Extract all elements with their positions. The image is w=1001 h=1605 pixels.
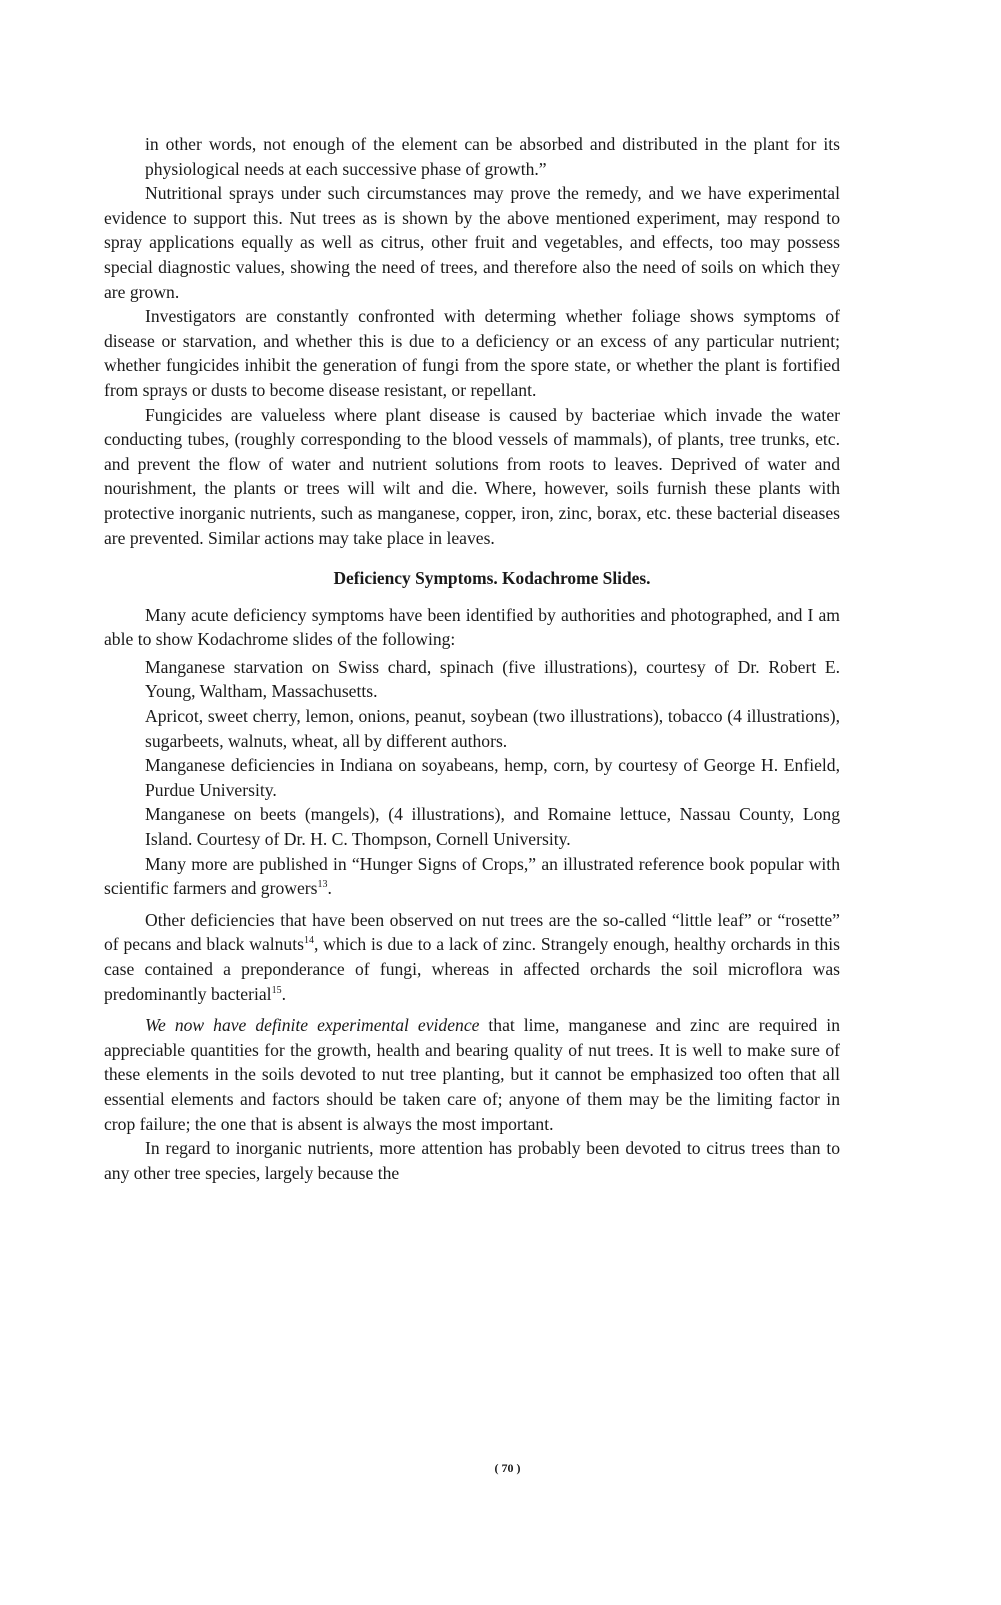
- paragraph-hunger-signs: [104, 852, 840, 901]
- slide-list-item: Manganese deficiencies in Indiana on soyabeans, hemp, corn, by courtesy of George H. Enfield, Purdue University.: [145, 755, 840, 800]
- footnote-ref-14: 14: [303, 935, 314, 947]
- other-deficiencies-text-a: Other deficiencies that have been observed on nut trees are the so-called “little leaf” or “rosette” of pecans and black walnuts: [104, 909, 840, 955]
- hunger-signs-text: Many more are published in “Hunger Signs of Crops,” an illustrated reference book popular with scientific farmers and growers: [104, 853, 840, 899]
- punctuation: .: [281, 983, 286, 1004]
- section-heading: Deficiency Symptoms. Kodachrome Slides.: [333, 568, 651, 589]
- evidence-text: that lime, manganese and zinc are required in appreciable quantities for the growth, health and bearing quality of nut trees. It is well to make sure of these elements in the soils devoted to nut tree planting, but it cannot be emphasized too often that all essential elements and factors should be taken care of; anyone of them may be the limiting factor in crop failure; the one that is absent is always the most important.: [104, 1015, 840, 1134]
- paragraph-nutritional-sprays: Nutritional sprays under such circumstances may prove the remedy, and we have experimental evidence to support this. Nut trees as is shown by the above mentioned experiment, may respond to spray applications equally as well as citrus, other fruit and vegetables, and effects, too may possess special diagnostic values, showing the need of trees, and therefore also the need of soils on which they are grown.: [104, 183, 840, 302]
- punctuation: .: [327, 878, 332, 899]
- slide-list-item: Apricot, sweet cherry, lemon, onions, peanut, soybean (two illustrations), tobacco (4 illustrations), sugarbeets, walnuts, wheat, all by different authors.: [145, 706, 840, 751]
- paragraph-slides-intro: Many acute deficiency symptoms have been identified by authorities and photographed, and I am able to show Kodachrome slides of the following:: [104, 604, 840, 650]
- paragraph-other-deficiencies: [104, 908, 840, 1006]
- quote-continuation: in other words, not enough of the element can be absorbed and distributed in the plant for its physiological needs at each successive phase of growth.”: [145, 134, 840, 179]
- footnote-ref-13: 13: [317, 879, 328, 891]
- slide-list-item: Manganese on beets (mangels), (4 illustrations), and Romaine lettuce, Nassau County, Long Island. Courtesy of Dr. H. C. Thompson, Cornell University.: [145, 804, 840, 850]
- paragraph-fungicides: Fungicides are valueless where plant disease is caused by bacteriae which invade the water conducting tubes, (roughly corresponding to the blood vessels of mammals), of plants, tree trunks, etc. and prevent the flow of water and nutrient solutions from roots to leaves. Deprived of water and nourishment, the plants or trees will wilt and die. Where, however, soils furnish these plants with protective inorganic nutrients, such as manganese, copper, iron, zinc, borax, etc. these bacterial diseases are prevented. Similar actions may take place in leaves.: [104, 404, 840, 548]
- paragraph-investigators: Investigators are constantly confronted with determing whether foliage shows symptoms of disease or starvation, and whether this is due to a deficiency or an excess of any particular nutrient; whether fungicides inhibit the generation of fungi from the spore state, or whether the plant is fortified from sprays or dusts to become disease resistant, or repellant.: [104, 306, 840, 400]
- paragraph-inorganic-nutrients: In regard to inorganic nutrients, more attention has probably been devoted to citrus trees than to any other tree species, largely because the: [104, 1138, 840, 1183]
- document-page: [104, 132, 840, 1185]
- page-number: ( 70 ): [494, 1461, 521, 1475]
- italic-emphasis: We now have definite experimental evidence: [145, 1015, 480, 1036]
- slide-list-item: Manganese starvation on Swiss chard, spinach (five illustrations), courtesy of Dr. Robert E. Young, Waltham, Massachusetts.: [145, 656, 840, 702]
- footnote-ref-15: 15: [271, 984, 282, 996]
- other-deficiencies-text-b: , which is due to a lack of zinc. Strangely enough, healthy orchards in this case contained a preponderance of fungi, whereas in affected orchards the soil microflora was predominantly bacterial: [104, 934, 840, 1004]
- paragraph-experimental-evidence: [104, 1013, 840, 1136]
